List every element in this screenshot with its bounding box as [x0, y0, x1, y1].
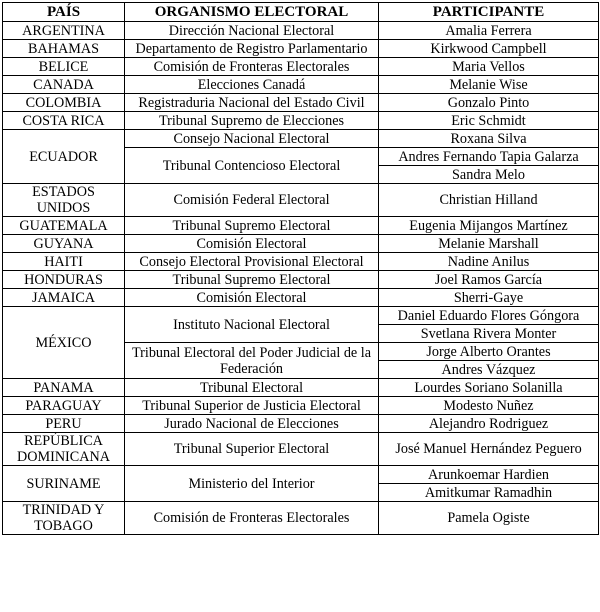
participant-cell: Sandra Melo: [379, 166, 599, 184]
participant-cell: Amitkumar Ramadhin: [379, 484, 599, 502]
table-row: [3, 289, 599, 307]
participant-cell: Christian Hilland: [379, 184, 599, 217]
participants-table: [2, 2, 599, 535]
table-row: [3, 76, 599, 94]
table-row: [3, 466, 599, 484]
electoral-body-cell: Tribunal Superior Electoral: [125, 433, 379, 466]
country-cell: BAHAMAS: [3, 40, 125, 58]
electoral-body-cell: Tribunal Supremo Electoral: [125, 271, 379, 289]
country-cell: PERU: [3, 415, 125, 433]
electoral-body-cell: Comisión Federal Electoral: [125, 184, 379, 217]
table-row: [3, 94, 599, 112]
participant-cell: Daniel Eduardo Flores Góngora: [379, 307, 599, 325]
electoral-body-cell: Consejo Nacional Electoral: [125, 130, 379, 148]
electoral-body-cell: Tribunal Superior de Justicia Electoral: [125, 397, 379, 415]
electoral-body-cell: Instituto Nacional Electoral: [125, 307, 379, 343]
participant-cell: Nadine Anilus: [379, 253, 599, 271]
table-row: [3, 130, 599, 148]
country-cell: GUATEMALA: [3, 217, 125, 235]
electoral-body-cell: Tribunal Supremo Electoral: [125, 217, 379, 235]
participant-cell: Modesto Nuñez: [379, 397, 599, 415]
electoral-body-cell: Ministerio del Interior: [125, 466, 379, 502]
table-row: [3, 58, 599, 76]
participant-cell: Andres Fernando Tapia Galarza: [379, 148, 599, 166]
participant-cell: Lourdes Soriano Solanilla: [379, 379, 599, 397]
country-cell: BELICE: [3, 58, 125, 76]
participant-cell: Andres Vázquez: [379, 361, 599, 379]
electoral-body-cell: Elecciones Canadá: [125, 76, 379, 94]
electoral-body-cell: Tribunal Contencioso Electoral: [125, 148, 379, 184]
participant-cell: Kirkwood Campbell: [379, 40, 599, 58]
electoral-body-cell: Comisión Electoral: [125, 235, 379, 253]
header-participant: PARTICIPANTE: [379, 3, 599, 22]
country-cell: SURINAME: [3, 466, 125, 502]
electoral-body-cell: Comisión de Fronteras Electorales: [125, 58, 379, 76]
country-cell: MÉXICO: [3, 307, 125, 379]
participant-cell: Roxana Silva: [379, 130, 599, 148]
country-cell: GUYANA: [3, 235, 125, 253]
participant-cell: Svetlana Rivera Monter: [379, 325, 599, 343]
participant-cell: Jorge Alberto Orantes: [379, 343, 599, 361]
header-electoral-body: ORGANISMO ELECTORAL: [125, 3, 379, 22]
table-row: [3, 379, 599, 397]
table-body: [3, 22, 599, 535]
table-row: [3, 307, 599, 325]
country-cell: TRINIDAD Y TOBAGO: [3, 502, 125, 535]
table-row: [3, 235, 599, 253]
country-cell: HAITI: [3, 253, 125, 271]
country-cell: JAMAICA: [3, 289, 125, 307]
participant-cell: Maria Vellos: [379, 58, 599, 76]
participant-cell: Joel Ramos García: [379, 271, 599, 289]
header-country: PAÍS: [3, 3, 125, 22]
electoral-body-cell: Tribunal Supremo de Elecciones: [125, 112, 379, 130]
country-cell: CANADA: [3, 76, 125, 94]
table-row: [3, 184, 599, 217]
electoral-body-cell: Comisión de Fronteras Electorales: [125, 502, 379, 535]
table-row: [3, 397, 599, 415]
table-row: [3, 502, 599, 535]
country-cell: HONDURAS: [3, 271, 125, 289]
participant-cell: José Manuel Hernández Peguero: [379, 433, 599, 466]
electoral-body-cell: Consejo Electoral Provisional Electoral: [125, 253, 379, 271]
header-row: [3, 3, 599, 22]
participant-cell: Pamela Ogiste: [379, 502, 599, 535]
participant-cell: Melanie Marshall: [379, 235, 599, 253]
table-row: [3, 433, 599, 466]
country-cell: ESTADOS UNIDOS: [3, 184, 125, 217]
country-cell: ECUADOR: [3, 130, 125, 184]
table-row: [3, 22, 599, 40]
participant-cell: Sherri-Gaye: [379, 289, 599, 307]
country-cell: COLOMBIA: [3, 94, 125, 112]
country-cell: PANAMA: [3, 379, 125, 397]
electoral-body-cell: Comisión Electoral: [125, 289, 379, 307]
participant-cell: Arunkoemar Hardien: [379, 466, 599, 484]
table-row: [3, 253, 599, 271]
country-cell: REPÚBLICA DOMINICANA: [3, 433, 125, 466]
table-row: [3, 40, 599, 58]
table-row: [3, 112, 599, 130]
country-cell: ARGENTINA: [3, 22, 125, 40]
table-row: [3, 415, 599, 433]
electoral-body-cell: Registraduria Nacional del Estado Civil: [125, 94, 379, 112]
electoral-body-cell: Tribunal Electoral del Poder Judicial de la Federación: [125, 343, 379, 379]
electoral-body-cell: Tribunal Electoral: [125, 379, 379, 397]
participant-cell: Eric Schmidt: [379, 112, 599, 130]
table-row: [3, 217, 599, 235]
electoral-body-cell: Jurado Nacional de Elecciones: [125, 415, 379, 433]
table-row: [3, 271, 599, 289]
participant-cell: Alejandro Rodriguez: [379, 415, 599, 433]
participant-cell: Amalia Ferrera: [379, 22, 599, 40]
country-cell: PARAGUAY: [3, 397, 125, 415]
country-cell: COSTA RICA: [3, 112, 125, 130]
participant-cell: Gonzalo Pinto: [379, 94, 599, 112]
electoral-body-cell: Departamento de Registro Parlamentario: [125, 40, 379, 58]
electoral-body-cell: Dirección Nacional Electoral: [125, 22, 379, 40]
participant-cell: Eugenia Mijangos Martínez: [379, 217, 599, 235]
participant-cell: Melanie Wise: [379, 76, 599, 94]
